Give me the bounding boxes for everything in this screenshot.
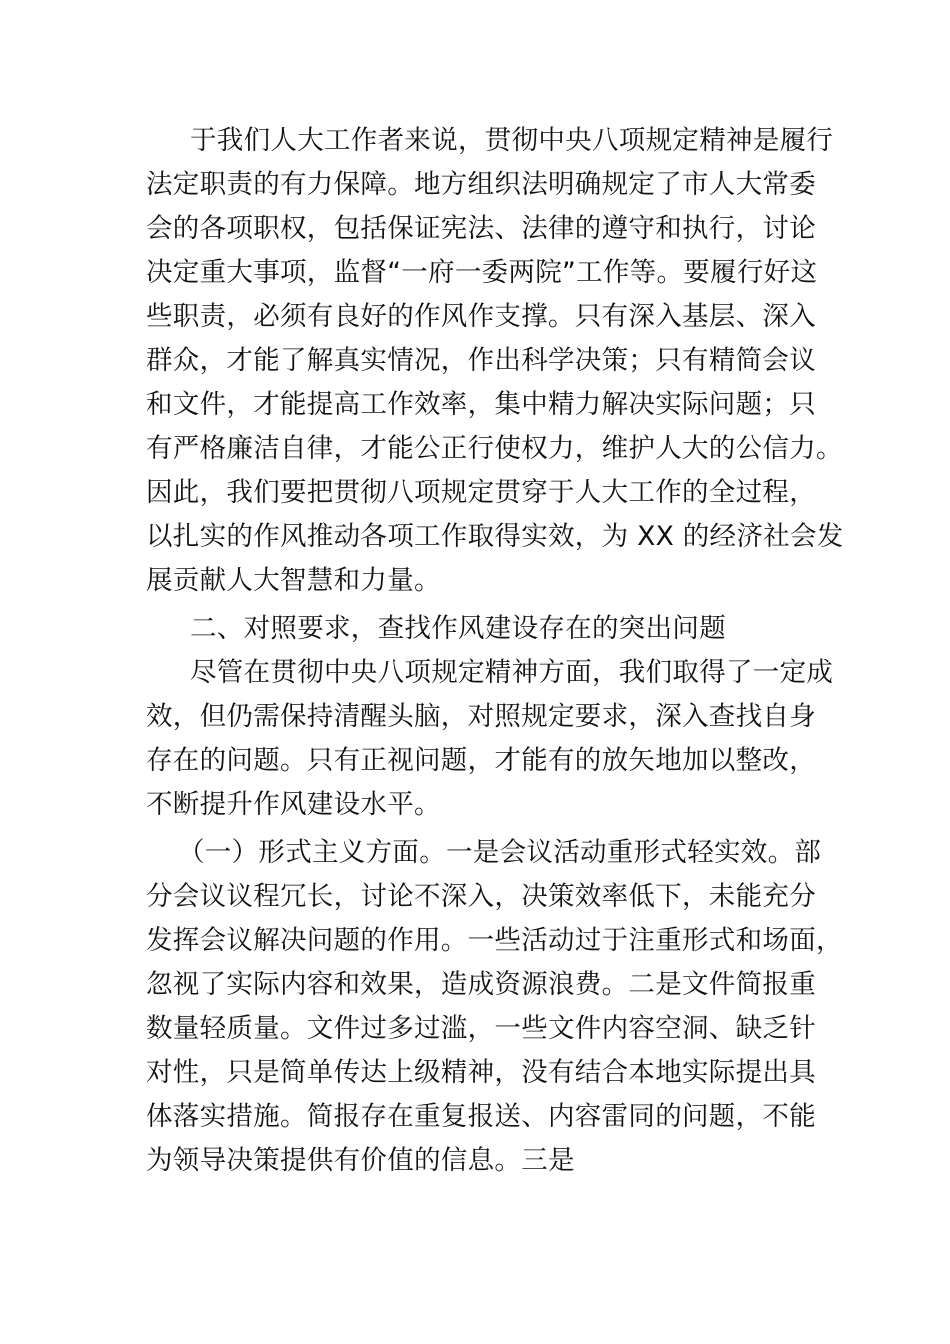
paragraph-line: 数量轻质量。文件过多过滥，一些文件内容空洞、缺乏针 — [146, 1013, 816, 1044]
paragraph-line: 和文件，才能提高工作效率，集中精力解决实际问题；只 — [146, 389, 816, 420]
paragraph-line: 忽视了实际内容和效果，造成资源浪费。二是文件简报重 — [146, 969, 816, 1000]
section-heading: 二、对照要求，查找作风建设存在的突出问题 — [190, 613, 726, 644]
paragraph-line: 决定重大事项，监督“一府一委两院”工作等。要履行好这 — [146, 257, 818, 288]
paragraph-line: 法定职责的有力保障。地方组织法明确规定了市人大常委 — [146, 169, 816, 200]
paragraph-line: （一）形式主义方面。一是会议活动重形式轻实效。部 — [178, 837, 822, 868]
paragraph-line: 些职责，必须有良好的作风作支撑。只有深入基层、深入 — [146, 301, 816, 332]
paragraph-line: 效，但仍需保持清醒头脑，对照规定要求，深入查找自身 — [146, 701, 816, 732]
paragraph-line: 于我们人大工作者来说，贯彻中央八项规定精神是履行 — [190, 125, 834, 156]
paragraph-line: 群众，才能了解真实情况，作出科学决策；只有精简会议 — [146, 345, 816, 376]
paragraph-line: 因此，我们要把贯彻八项规定贯穿于人大工作的全过程， — [146, 477, 816, 508]
paragraph-line: 不断提升作风建设水平。 — [146, 789, 441, 820]
paragraph-line: 会的各项职权，包括保证宪法、法律的遵守和执行，讨论 — [146, 213, 816, 244]
paragraph-line: 为领导决策提供有价值的信息。三是 — [146, 1145, 575, 1176]
paragraph-line: 存在的问题。只有正视问题，才能有的放矢地加以整改， — [146, 745, 816, 776]
paragraph-line: 体落实措施。简报存在重复报送、内容雷同的问题，不能 — [146, 1101, 816, 1132]
paragraph-line: 有严格廉洁自律，才能公正行使权力，维护人大的公信力。 — [146, 433, 843, 464]
paragraph-line: 以扎实的作风推动各项工作取得实效，为 XX 的经济社会发 — [146, 521, 844, 552]
paragraph-line: 尽管在贯彻中央八项规定精神方面，我们取得了一定成 — [190, 657, 834, 688]
paragraph-line: 展贡献人大智慧和力量。 — [146, 565, 441, 596]
paragraph-line: 对性，只是简单传达上级精神，没有结合本地实际提出具 — [146, 1057, 816, 1088]
paragraph-line: 分会议议程冗长，讨论不深入，决策效率低下，未能充分 — [146, 881, 816, 912]
paragraph-line: 发挥会议解决问题的作用。一些活动过于注重形式和场面， — [146, 925, 843, 956]
